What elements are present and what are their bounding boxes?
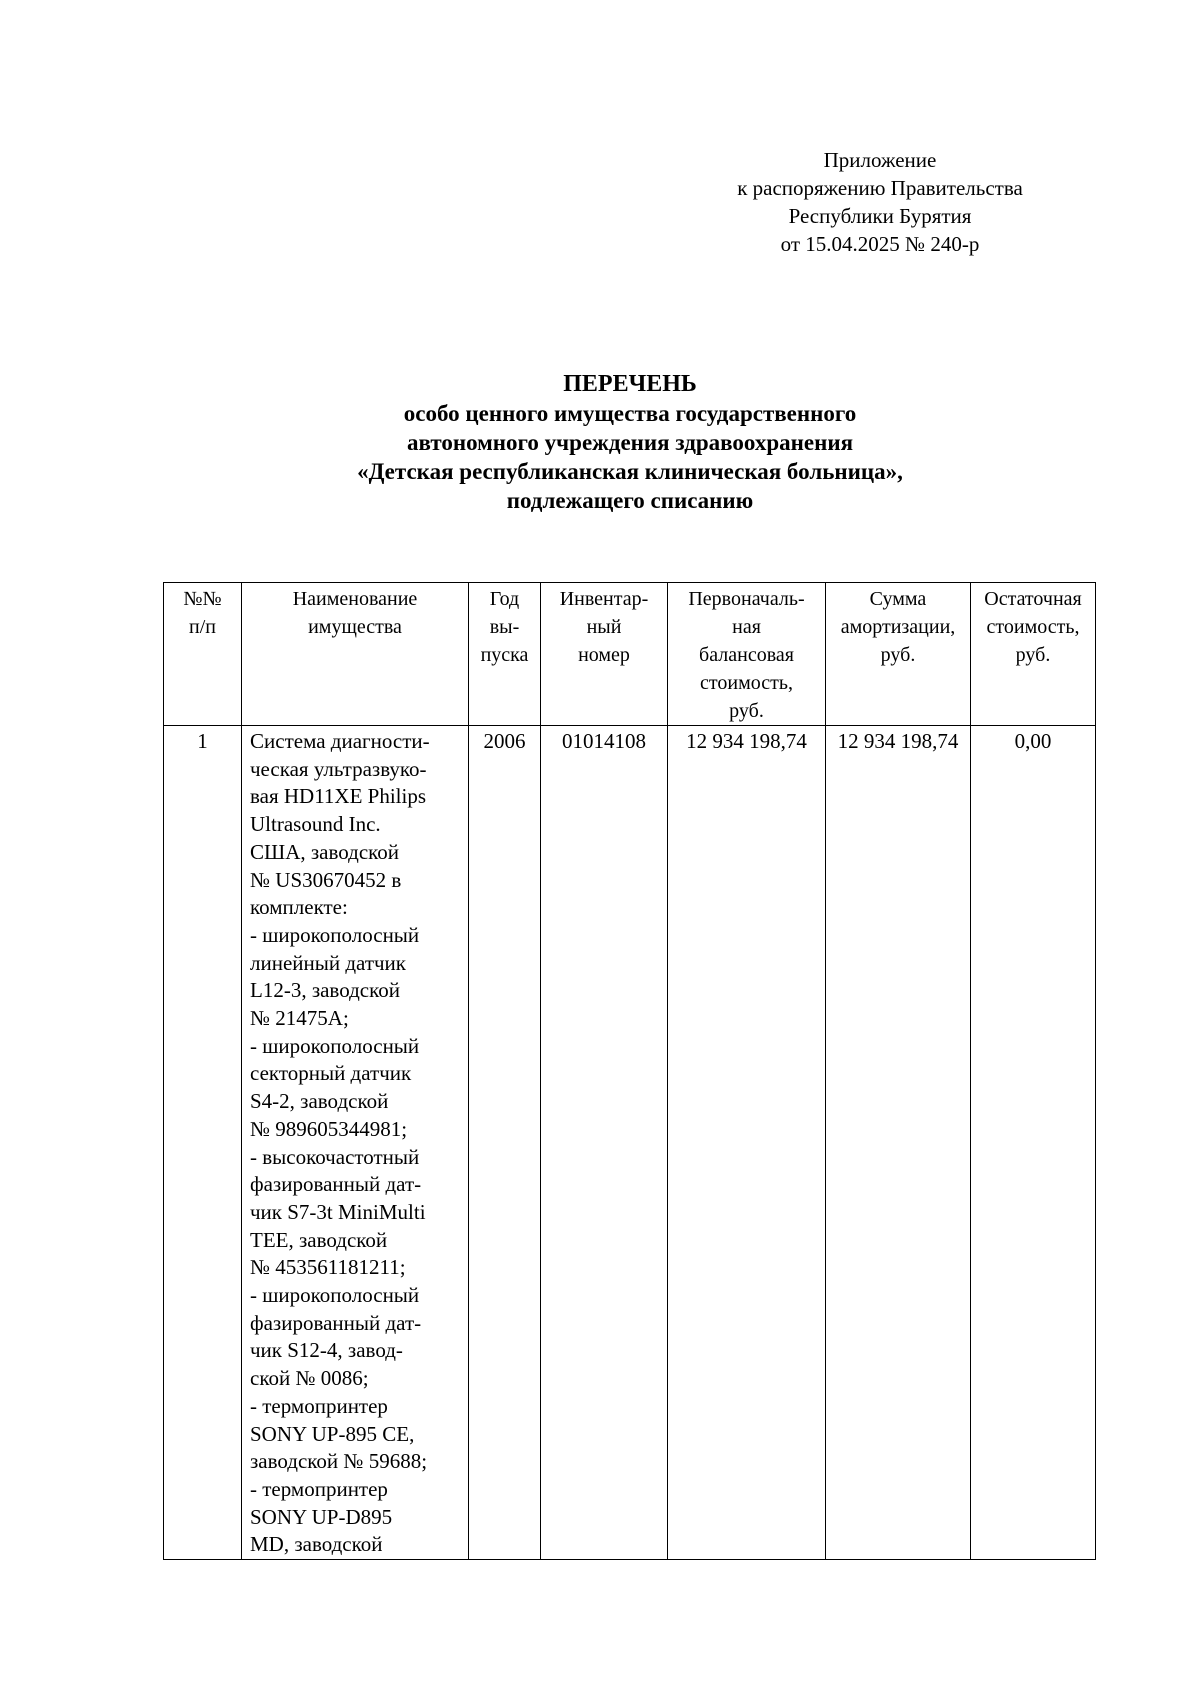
name-line: линейный датчик (250, 950, 406, 975)
name-line: чик S12-4, завод- (250, 1338, 403, 1363)
title-line: автономного учреждения здравоохранения (406, 430, 854, 455)
header-initial-cost: Первоначаль- ная балансовая стоимость, руб. (668, 583, 826, 726)
name-line: фазированный дат- (250, 1310, 422, 1335)
table-header-row (164, 583, 1096, 726)
name-line: секторный датчик (250, 1061, 412, 1086)
name-line: Ultrasound Inc. (250, 812, 381, 837)
name-line: США, заводской (250, 839, 400, 864)
cell-residual: 0,00 (971, 726, 1096, 1560)
annex-line: Приложение (823, 148, 937, 172)
table-row (164, 726, 1096, 1560)
cell-initial-cost: 12 934 198,74 (668, 726, 826, 1560)
title-line: подлежащего списанию (506, 488, 754, 513)
name-line: - широкополосный (250, 1033, 420, 1058)
name-line: L12-3, заводской (250, 978, 400, 1003)
name-line: - высокочастотный (250, 1144, 420, 1169)
header-name: Наименование имущества (242, 583, 469, 726)
cell-depreciation: 12 934 198,74 (826, 726, 971, 1560)
name-line: чик S7-3t MiniMulti (250, 1199, 426, 1224)
title-line: «Детская республиканская клиническая больница», (357, 459, 903, 484)
name-line: SONY UP-D895 (250, 1504, 393, 1529)
annex-line: от 15.04.2025 № 240-р (780, 232, 980, 256)
name-line: - широкополосный (250, 1283, 420, 1308)
name-line: - термопринтер (250, 1393, 388, 1418)
title-line: ПЕРЕЧЕНЬ (563, 371, 697, 397)
name-line: ческая ультразвуко- (250, 756, 427, 781)
name-line: SONY UP-895 CE, (250, 1421, 415, 1446)
name-line: TEE, заводской (250, 1227, 388, 1252)
title-line: особо ценного имущества государственного (403, 401, 857, 426)
header-inventory: Инвентар- ный номер (541, 583, 668, 726)
header-year: Год вы- пуска (469, 583, 541, 726)
name-line: вая HD11XE Philips (250, 784, 427, 809)
name-line: № 21475A; (250, 1006, 349, 1031)
assets-table (163, 582, 1096, 1560)
annex-line: к распоряжению Правительства (737, 176, 1023, 200)
cell-year: 2006 (469, 726, 541, 1560)
annex-line: Республики Бурятия (788, 204, 972, 228)
name-line: - широкополосный (250, 922, 420, 947)
header-residual: Остаточная стоимость, руб. (971, 583, 1096, 726)
name-line: Система диагности- (250, 729, 430, 753)
cell-inventory: 01014108 (541, 726, 668, 1560)
header-depreciation: Сумма амортизации, руб. (826, 583, 971, 726)
name-line: комплекте: (250, 895, 348, 920)
name-line: - термопринтер (250, 1476, 388, 1501)
name-line: MD, заводской (250, 1532, 383, 1557)
name-line: заводской № 59688; (250, 1449, 428, 1474)
document-title (160, 370, 1100, 515)
annex-block (700, 146, 1060, 258)
header-number: №№ п/п (164, 583, 242, 726)
name-line: фазированный дат- (250, 1172, 422, 1197)
name-line: № US30670452 в (250, 867, 402, 892)
name-line: ской № 0086; (250, 1366, 369, 1391)
name-line: № 453561181211; (250, 1255, 406, 1280)
name-line: S4-2, заводской (250, 1089, 389, 1114)
cell-number: 1 (164, 726, 242, 1560)
name-line: № 989605344981; (250, 1116, 408, 1141)
cell-name (242, 726, 469, 1560)
